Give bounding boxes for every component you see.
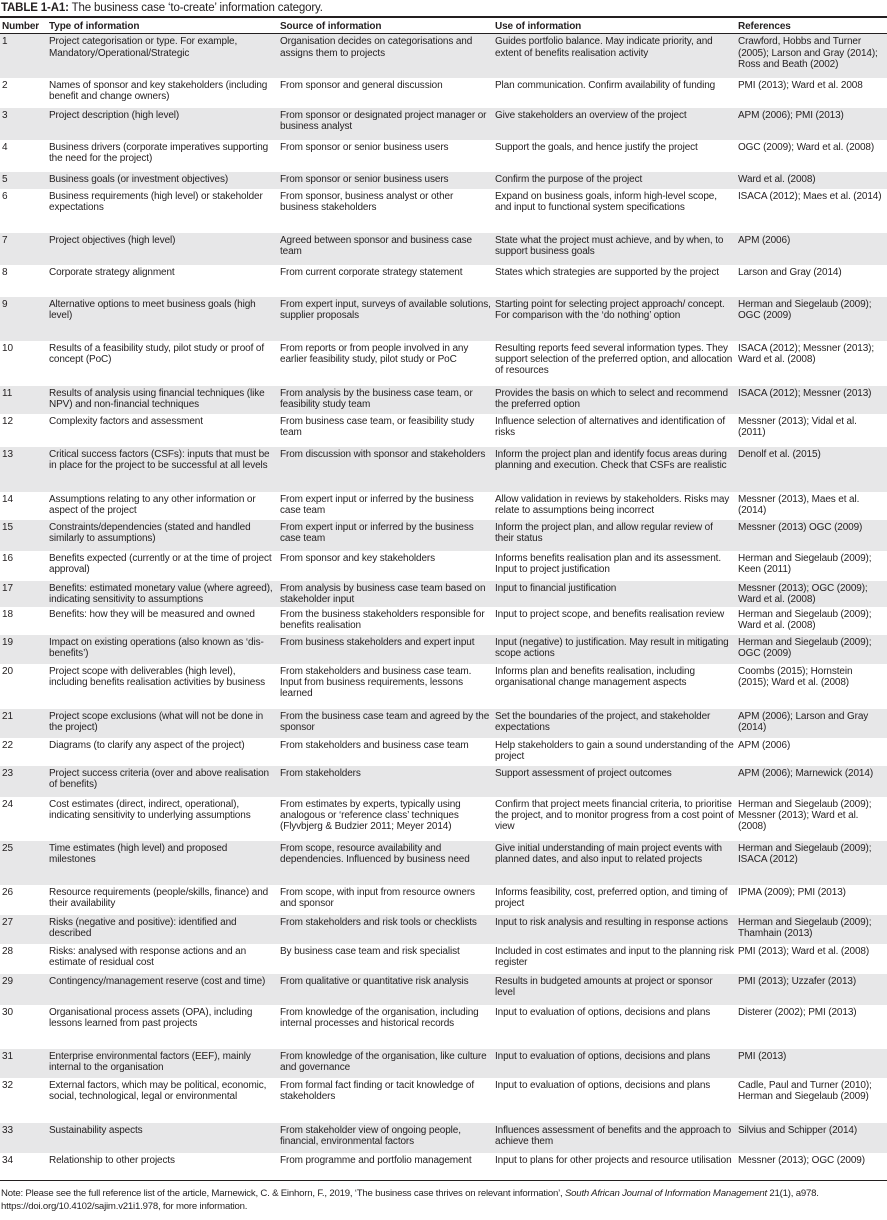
table-row	[0, 1123, 887, 1153]
cell-source: From stakeholders	[278, 766, 493, 797]
cell-source: From formal fact finding or tacit knowledge of stakeholders	[280, 1079, 475, 1103]
cell-source: From discussion with sponsor and stakeholders	[278, 447, 493, 492]
cell-number: 17	[0, 581, 47, 607]
cell-use: Informs plan and benefits realisation, including organisational change management aspects	[495, 665, 695, 689]
cell-references: Herman and Siegelaub (2009); OGC (2009)	[736, 635, 887, 664]
cell-use: Input to plans for other projects and resource utilisation	[493, 1153, 736, 1181]
cell-use: Support the goals, and hence justify the project	[495, 141, 698, 153]
cell-use: Allow validation in reviews by stakeholders. Risks may relate to assumptions being incorrect	[495, 493, 730, 517]
cell-source: From scope, resource availability and dependencies. Influenced by business need	[278, 841, 493, 885]
table-row	[0, 341, 887, 386]
cell-number: 29	[0, 974, 47, 1005]
cell-use: Support assessment of project outcomes	[493, 766, 736, 797]
cell-number: 26	[2, 886, 13, 898]
table-row	[0, 520, 887, 551]
caption-text: The business case ‘to-create’ information category.	[68, 2, 323, 14]
cell-number: 21	[0, 709, 47, 738]
cell-type: Project scope with deliverables (high level), including benefits realisation activities by business	[49, 665, 265, 689]
cell-use: Expand on business goals, inform high-level scope, and input to functional system specifications	[495, 190, 717, 214]
table-caption	[1, 2, 323, 14]
cell-number: 8	[2, 266, 8, 278]
cell-source: From expert input or inferred by the business case team	[278, 520, 493, 551]
cell-type: Contingency/management reserve (cost and time)	[47, 974, 278, 1005]
cell-number: 14	[2, 493, 13, 505]
cell-source: From analysis by the business case team, or feasibility study team	[278, 386, 493, 414]
cell-type: Alternative options to meet business goals (high level)	[47, 297, 278, 341]
cell-type: Time estimates (high level) and proposed milestones	[47, 841, 278, 885]
cell-references: IPMA (2009); PMI (2013)	[738, 886, 846, 898]
table-row	[0, 944, 887, 974]
cell-type: Enterprise environmental factors (EEF), mainly internal to the organisation	[47, 1049, 278, 1078]
cell-references: Larson and Gray (2014)	[738, 266, 842, 278]
cell-source: From qualitative or quantitative risk analysis	[278, 974, 493, 1005]
cell-references: Cadle, Paul and Turner (2010); Herman and Siegelaub (2009)	[738, 1079, 872, 1103]
cell-source: From expert input or inferred by the business case team	[280, 493, 474, 517]
cell-type: Results of analysis using financial techniques (like NPV) and non-financial techniques	[47, 386, 278, 414]
table-row	[0, 233, 887, 265]
table-row	[0, 607, 887, 635]
cell-use: Help stakeholders to gain a sound understanding of the project	[495, 739, 734, 763]
cell-type: Names of sponsor and key stakeholders (including benefit and change owners)	[49, 79, 268, 103]
cell-references: PMI (2013); Ward et al. (2008)	[738, 945, 870, 957]
cell-type: Critical success factors (CSFs): inputs that must be in place for the project to be successful at all levels	[47, 447, 278, 492]
caption-label: TABLE 1-A1:	[1, 2, 69, 14]
cell-references: Herman and Siegelaub (2009); Thamhain (2013)	[736, 915, 887, 944]
cell-number: 32	[2, 1079, 13, 1091]
cell-references: Messner (2013), Maes et al. (2014)	[738, 493, 860, 517]
cell-references: Messner (2013); OGC (2009)	[736, 1153, 887, 1181]
cell-references: Messner (2013); Vidal et al. (2011)	[738, 415, 857, 439]
cell-number: 30	[2, 1006, 13, 1018]
cell-type: Results of a feasibility study, pilot study or proof of concept (PoC)	[49, 342, 264, 366]
cell-number: 10	[2, 342, 13, 354]
cell-use: Input (negative) to justification. May result in mitigating scope actions	[493, 635, 736, 664]
table-row	[0, 1078, 887, 1123]
cell-use: Starting point for selecting project approach/ concept. For comparison with the ‘do nothing’ option	[493, 297, 736, 341]
cell-use: Included in cost estimates and input to the planning risk register	[495, 945, 734, 969]
cell-use: Provides the basis on which to select and recommend the preferred option	[493, 386, 736, 414]
cell-source: From stakeholders and business case team. Input from business requirements, lessons learned	[280, 665, 472, 700]
table-row	[0, 1049, 887, 1078]
cell-number: 34	[0, 1153, 47, 1181]
cell-number: 15	[0, 520, 47, 551]
cell-use: States which strategies are supported by the project	[495, 266, 719, 278]
cell-references: PMI (2013); Ward et al. 2008	[738, 79, 863, 91]
cell-references: Disterer (2002); PMI (2013)	[738, 1006, 857, 1018]
table-row	[0, 635, 887, 664]
table-row	[0, 172, 887, 189]
table-row	[0, 797, 887, 841]
table-row	[0, 709, 887, 738]
cell-number: 25	[0, 841, 47, 885]
note-text-end: 21(1), a978. https://doi.org/10.4102/sajim.v21i1.978, for more information.	[1, 1188, 819, 1212]
cell-number: 20	[2, 665, 13, 677]
cell-source: From sponsor and general discussion	[280, 79, 443, 91]
cell-use: Influences assessment of benefits and the approach to achieve them	[493, 1123, 736, 1153]
cell-number: 23	[0, 766, 47, 797]
cell-use: Give initial understanding of main project events with planned dates, and also input to related projects	[493, 841, 736, 885]
cell-type: Risks: analysed with response actions and an estimate of residual cost	[49, 945, 247, 969]
cell-use: Input to financial justification	[493, 581, 736, 607]
cell-number: 1	[0, 34, 47, 78]
cell-source: From sponsor, business analyst or other business stakeholders	[280, 190, 454, 214]
cell-type: Project description (high level)	[47, 108, 278, 140]
table-row	[0, 34, 887, 78]
cell-number: 24	[2, 798, 13, 810]
cell-number: 18	[2, 608, 13, 620]
cell-source: From scope, with input from resource owners and sponsor	[280, 886, 475, 910]
cell-source: By business case team and risk specialist	[280, 945, 460, 957]
table-row	[0, 386, 887, 414]
cell-type: Benefits: how they will be measured and owned	[49, 608, 255, 620]
cell-use: Input to evaluation of options, decisions and plans	[495, 1006, 711, 1018]
cell-type: Impact on existing operations (also known as ‘dis-benefits’)	[47, 635, 278, 664]
cell-type: Relationship to other projects	[47, 1153, 278, 1181]
cell-references: APM (2006)	[736, 233, 887, 265]
cell-references: Herman and Siegelaub (2009); OGC (2009)	[736, 297, 887, 341]
cell-number: 11	[0, 386, 47, 414]
cell-references: APM (2006); Marnewick (2014)	[736, 766, 887, 797]
cell-use: Informs feasibility, cost, preferred option, and timing of project	[495, 886, 728, 910]
cell-type: Sustainability aspects	[47, 1123, 278, 1153]
cell-number: 31	[0, 1049, 47, 1078]
cell-references: ISACA (2012); Messner (2013)	[736, 386, 887, 414]
cell-source: From business stakeholders and expert input	[278, 635, 493, 664]
cell-type: Project objectives (high level)	[47, 233, 278, 265]
cell-number: 13	[0, 447, 47, 492]
table-row	[0, 551, 887, 581]
cell-use: Resulting reports feed several information types. They support selection of the preferred option, and allocation of resources	[495, 342, 733, 377]
cell-source: From sponsor and key stakeholders	[280, 552, 436, 564]
cell-source: From sponsor or designated project manager or business analyst	[278, 108, 493, 140]
cell-references: APM (2006)	[738, 739, 791, 751]
cell-use: Input to evaluation of options, decisions and plans	[495, 1079, 711, 1091]
note-journal: South African Journal of Information Management	[564, 1188, 767, 1199]
cell-source: From programme and portfolio management	[278, 1153, 493, 1181]
cell-references: ISACA (2012); Messner (2013); Ward et al. (2008)	[738, 342, 875, 366]
note-text: Note: Please see the full reference list of the article, Marnewick, C. & Einhorn, F., 2019, ‘The business case thrives on relevant information’,	[1, 1188, 565, 1199]
cell-number: 2	[2, 79, 8, 91]
cell-use: Results in budgeted amounts at project or sponsor level	[493, 974, 736, 1005]
table-row	[0, 974, 887, 1005]
table-row	[0, 78, 887, 108]
cell-number: 7	[0, 233, 47, 265]
cell-number: 9	[0, 297, 47, 341]
cell-references: Herman and Siegelaub (2009); ISACA (2012)	[736, 841, 887, 885]
cell-type: Cost estimates (direct, indirect, operational), indicating sensitivity to underlying assumptions	[49, 798, 251, 822]
cell-source: From sponsor or senior business users	[280, 141, 449, 153]
cell-number: 4	[2, 141, 8, 153]
cell-source: From stakeholders and business case team	[280, 739, 469, 751]
cell-type: Assumptions relating to any other information or aspect of the project	[49, 493, 256, 517]
cell-source: Organisation decides on categorisations and assigns them to projects	[278, 34, 493, 78]
header-references: References	[736, 18, 887, 34]
cell-type: Risks (negative and positive): identified and described	[47, 915, 278, 944]
cell-use: State what the project must achieve, and by when, to support business goals	[493, 233, 736, 265]
cell-type: Project scope exclusions (what will not be done in the project)	[47, 709, 278, 738]
cell-source: From the business stakeholders responsible for benefits realisation	[280, 608, 485, 632]
cell-use: Set the boundaries of the project, and stakeholder expectations	[493, 709, 736, 738]
table-row	[0, 841, 887, 885]
cell-number: 22	[2, 739, 13, 751]
cell-number: 27	[0, 915, 47, 944]
table-row	[0, 492, 887, 520]
cell-type: Diagrams (to clarify any aspect of the project)	[49, 739, 245, 751]
cell-source: From the business case team and agreed by the sponsor	[278, 709, 493, 738]
cell-references: Coombs (2015); Hornstein (2015); Ward et al. (2008)	[738, 665, 853, 689]
cell-source: From stakeholders and risk tools or checklists	[278, 915, 493, 944]
cell-use: Informs benefits realisation plan and its assessment. Input to project justification	[495, 552, 721, 576]
cell-use: Give stakeholders an overview of the project	[493, 108, 736, 140]
table-row	[0, 140, 887, 172]
table-note	[1, 1188, 885, 1213]
cell-source: From knowledge of the organisation, like culture and governance	[278, 1049, 493, 1078]
cell-references: Denolf et al. (2015)	[736, 447, 887, 492]
cell-number: 3	[0, 108, 47, 140]
cell-source: From estimates by experts, typically using analogous or ‘reference class’ techniques (Flyvbjerg & Budzier 2011; Meyer 2014)	[280, 798, 461, 833]
table-row	[0, 265, 887, 297]
cell-number: 6	[2, 190, 8, 202]
header-use: Use of information	[493, 18, 736, 34]
header-type: Type of information	[47, 18, 278, 34]
cell-references: Herman and Siegelaub (2009); Keen (2011)	[738, 552, 872, 576]
cell-source: From stakeholder view of ongoing people, financial, environmental factors	[278, 1123, 493, 1153]
cell-references: APM (2006); PMI (2013)	[736, 108, 887, 140]
cell-type: Business requirements (high level) or stakeholder expectations	[49, 190, 263, 214]
table-row	[0, 297, 887, 341]
cell-references: PMI (2013); Uzzafer (2013)	[736, 974, 887, 1005]
cell-references: OGC (2009); Ward et al. (2008)	[738, 141, 875, 153]
cell-type: Constraints/dependencies (stated and handled similarly to assumptions)	[47, 520, 278, 551]
cell-source: From analysis by business case team based on stakeholder input	[278, 581, 493, 607]
cell-references: PMI (2013)	[736, 1049, 887, 1078]
cell-references: ISACA (2012); Maes et al. (2014)	[738, 190, 882, 202]
table-row	[0, 738, 887, 766]
table-body	[0, 34, 887, 1181]
cell-type: Complexity factors and assessment	[49, 415, 203, 427]
cell-source: From reports or from people involved in any earlier feasibility study, pilot study or PoC	[280, 342, 469, 366]
table-row	[0, 189, 887, 233]
cell-type: Resource requirements (people/skills, finance) and their availability	[49, 886, 269, 910]
cell-use: Confirm the purpose of the project	[493, 172, 736, 189]
cell-type: Corporate strategy alignment	[49, 266, 175, 278]
cell-type: Project categorisation or type. For example, Mandatory/Operational/Strategic	[47, 34, 278, 78]
cell-type: Business drivers (corporate imperatives supporting the need for the project)	[49, 141, 269, 165]
table-row	[0, 664, 887, 709]
cell-source: From business case team, or feasibility study team	[280, 415, 475, 439]
cell-source: Agreed between sponsor and business case team	[278, 233, 493, 265]
table-row	[0, 581, 887, 607]
cell-type: Project success criteria (over and above realisation of benefits)	[47, 766, 278, 797]
table-row	[0, 108, 887, 140]
cell-number: 5	[0, 172, 47, 189]
cell-type: Organisational process assets (OPA), including lessons learned from past projects	[49, 1006, 253, 1030]
cell-use: Inform the project plan, and allow regular review of their status	[493, 520, 736, 551]
cell-use: Input to risk analysis and resulting in response actions	[493, 915, 736, 944]
cell-references: Messner (2013); OGC (2009); Ward et al. (2008)	[736, 581, 887, 607]
cell-type: Benefits: estimated monetary value (where agreed), indicating sensitivity to assumptions	[47, 581, 278, 607]
cell-references: Ward et al. (2008)	[736, 172, 887, 189]
cell-number: 19	[0, 635, 47, 664]
header-row	[0, 18, 887, 34]
cell-references: Crawford, Hobbs and Turner (2005); Larson and Gray (2014); Ross and Beath (2002)	[736, 34, 887, 78]
cell-use: Confirm that project meets financial criteria, to prioritise the project, and to monitor progress from a cost point of view	[495, 798, 734, 833]
cell-references: Messner (2013) OGC (2009)	[736, 520, 887, 551]
cell-references: Herman and Siegelaub (2009); Messner (2013); Ward et al. (2008)	[738, 798, 872, 833]
table-row	[0, 447, 887, 492]
cell-source: From sponsor or senior business users	[278, 172, 493, 189]
table-row	[0, 1005, 887, 1049]
cell-use: Inform the project plan and identify focus areas during planning and execution. Check that CSFs are realistic	[493, 447, 736, 492]
cell-use: Input to project scope, and benefits realisation review	[495, 608, 725, 620]
cell-references: Silvius and Schipper (2014)	[736, 1123, 887, 1153]
header-source: Source of information	[278, 18, 493, 34]
table-row	[0, 1153, 887, 1181]
cell-source: From expert input, surveys of available solutions, supplier proposals	[278, 297, 493, 341]
cell-number: 28	[2, 945, 13, 957]
cell-use: Guides portfolio balance. May indicate priority, and extent of benefits realisation activity	[493, 34, 736, 78]
table-row	[0, 915, 887, 944]
table-row	[0, 414, 887, 447]
cell-type: Business goals (or investment objectives)	[47, 172, 278, 189]
cell-source: From current corporate strategy statement	[280, 266, 463, 278]
table-row	[0, 766, 887, 797]
cell-type: Benefits expected (currently or at the time of project approval)	[49, 552, 272, 576]
cell-type: External factors, which may be political, economic, social, technological, legal or environmental	[49, 1079, 267, 1103]
cell-use: Influence selection of alternatives and identification of risks	[495, 415, 725, 439]
cell-number: 16	[2, 552, 13, 564]
cell-references: APM (2006); Larson and Gray (2014)	[736, 709, 887, 738]
cell-use: Plan communication. Confirm availability of funding	[495, 79, 716, 91]
cell-source: From knowledge of the organisation, including internal processes and historical records	[280, 1006, 479, 1030]
cell-number: 12	[2, 415, 13, 427]
cell-number: 33	[0, 1123, 47, 1153]
cell-references: Herman and Siegelaub (2009); Ward et al. (2008)	[738, 608, 872, 632]
header-number: Number	[0, 18, 47, 34]
table-row	[0, 885, 887, 915]
cell-use: Input to evaluation of options, decisions and plans	[493, 1049, 736, 1078]
information-table	[0, 18, 887, 1181]
